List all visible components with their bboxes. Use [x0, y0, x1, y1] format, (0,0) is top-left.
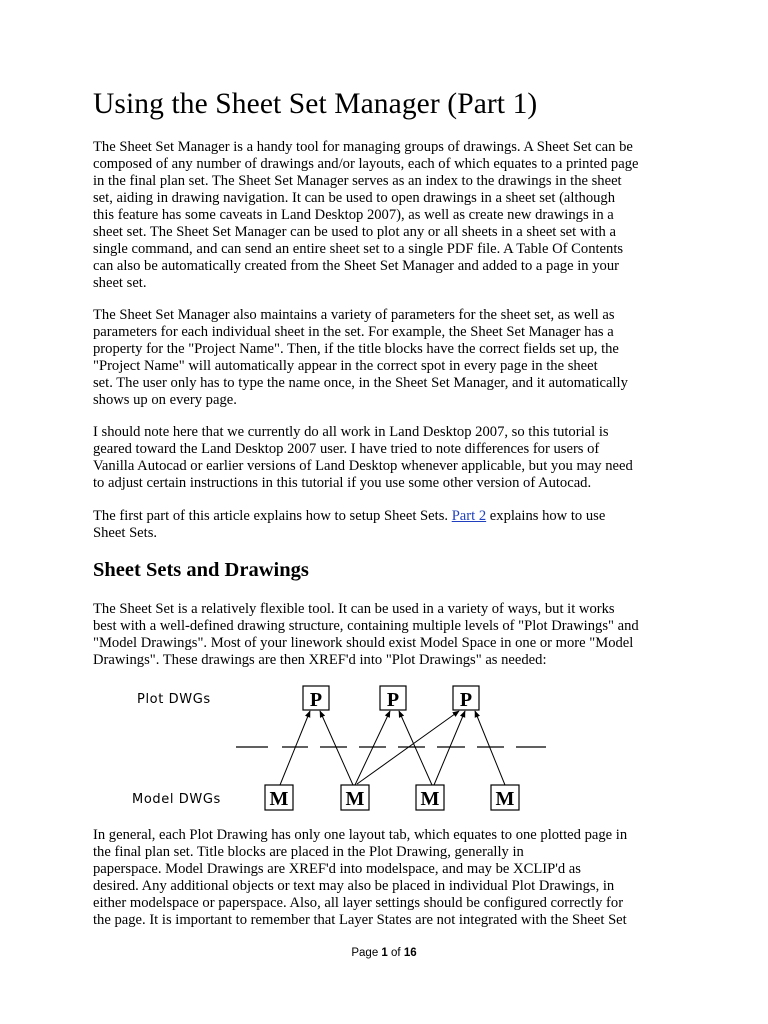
text-line: shows up on every page. [93, 392, 237, 408]
text-line: The Sheet Set Manager is a handy tool for managing groups of drawings. A Sheet Set can be [93, 139, 633, 155]
paragraph-article-parts [93, 508, 683, 542]
text-line: sheet set. [93, 275, 147, 291]
text-line: in the final plan set. The Sheet Set Manager serves as an index to the drawings in the sheet [93, 173, 622, 189]
paragraph-parameters [93, 307, 683, 409]
model-box-letter: M [495, 788, 515, 810]
text-line: In general, each Plot Drawing has only one layout tab, which equates to one plotted page in [93, 827, 628, 843]
total-page-count: 16 [403, 947, 417, 959]
text-line: can also be automatically created from the Sheet Set Manager and added to a page in your [93, 258, 619, 274]
plot-drawing-box [380, 686, 406, 711]
paragraph-plot-drawing [93, 827, 683, 929]
model-drawing-box [341, 785, 369, 810]
text-line: parameters for each individual sheet in the set. For example, the Sheet Set Manager has a [93, 324, 614, 340]
text-line: sheet set. The Sheet Set Manager can be used to plot any or all sheets in a sheet set with a [93, 224, 616, 240]
text-line: single command, and can send an entire sheet set to a single PDF file. A Table Of Contents [93, 241, 624, 257]
text-line: Drawings". These drawings are then XREF'd into "Plot Drawings" as needed: [93, 652, 547, 668]
section-heading: Sheet Sets and Drawings [93, 559, 309, 581]
paragraph-intro [93, 139, 683, 292]
model-box-letter: M [269, 788, 289, 810]
paragraph-sheet-set [93, 601, 683, 669]
text-line [93, 508, 683, 525]
model-drawing-box [265, 785, 293, 810]
text-line: set, aiding in drawing navigation. It can be used to open drawings in a sheet set (although [93, 190, 616, 206]
plot-box-letter: P [309, 689, 323, 711]
part-2-link[interactable]: Part 2 [451, 508, 487, 524]
text-fragment: explains how to use [486, 508, 606, 524]
of-word: of [391, 947, 401, 959]
text-line: "Model Drawings". Most of your linework should exist Model Space in one or more "Model [93, 635, 634, 651]
text-line: best with a well-defined drawing structure, containing multiple levels of "Plot Drawings" and [93, 618, 639, 634]
text-line: composed of any number of drawings and/or layouts, each of which equates to a printed page [93, 156, 639, 172]
plot-dwgs-label: Plot DWGs [137, 692, 211, 707]
plot-box-letter: P [459, 689, 473, 711]
text-line: geared toward the Land Desktop 2007 user. I have tried to note differences for users of [93, 441, 600, 457]
xref-arrows [280, 711, 505, 785]
model-dwgs-label: Model DWGs [132, 792, 221, 807]
drawing-structure-diagram [125, 680, 555, 820]
text-line: I should note here that we currently do all work in Land Desktop 2007, so this tutorial is [93, 424, 609, 440]
text-line: The Sheet Set is a relatively flexible tool. It can be used in a variety of ways, but it works [93, 601, 615, 617]
text-line: the page. It is important to remember that Layer States are not integrated with the Sheet Set [93, 912, 627, 928]
page-footer [0, 947, 768, 959]
text-line: Sheet Sets. [93, 525, 158, 541]
paragraph-land-desktop [93, 424, 683, 492]
page-title: Using the Sheet Set Manager (Part 1) [93, 88, 538, 120]
text-line: either modelspace or paperspace. Also, all layer settings should be configured correctly for [93, 895, 624, 911]
current-page-number: 1 [381, 947, 388, 959]
model-box-letter: M [420, 788, 440, 810]
text-fragment: The first part of this article explains how to setup Sheet Sets. [93, 508, 452, 524]
model-box-letter: M [345, 788, 365, 810]
text-line: Vanilla Autocad or earlier versions of Land Desktop whenever applicable, but you may need [93, 458, 633, 474]
model-drawing-box [416, 785, 444, 810]
text-line: the final plan set. Title blocks are placed in the Plot Drawing, generally in [93, 844, 524, 860]
text-line: to adjust certain instructions in this tutorial if you use some other version of Autocad. [93, 475, 592, 491]
plot-box-letter: P [386, 689, 400, 711]
text-line: property for the "Project Name". Then, if the title blocks have the correct fields set up, the [93, 341, 619, 357]
text-line: "Project Name" will automatically appear in the correct spot in every page in the sheet [93, 358, 598, 374]
plot-drawing-box [453, 686, 479, 711]
text-line: paperspace. Model Drawings are XREF'd into modelspace, and may be XCLIP'd as [93, 861, 581, 877]
text-line: set. The user only has to type the name once, in the Sheet Set Manager, and it automatically [93, 375, 628, 391]
page-word: Page [351, 947, 379, 959]
plot-drawing-box [303, 686, 329, 711]
text-line: this feature has some caveats in Land Desktop 2007), as well as create new drawings in a [93, 207, 614, 223]
text-line: desired. Any additional objects or text may also be placed in individual Plot Drawings, in [93, 878, 615, 894]
model-drawing-box [491, 785, 519, 810]
text-line: The Sheet Set Manager also maintains a variety of parameters for the sheet set, as well as [93, 307, 615, 323]
